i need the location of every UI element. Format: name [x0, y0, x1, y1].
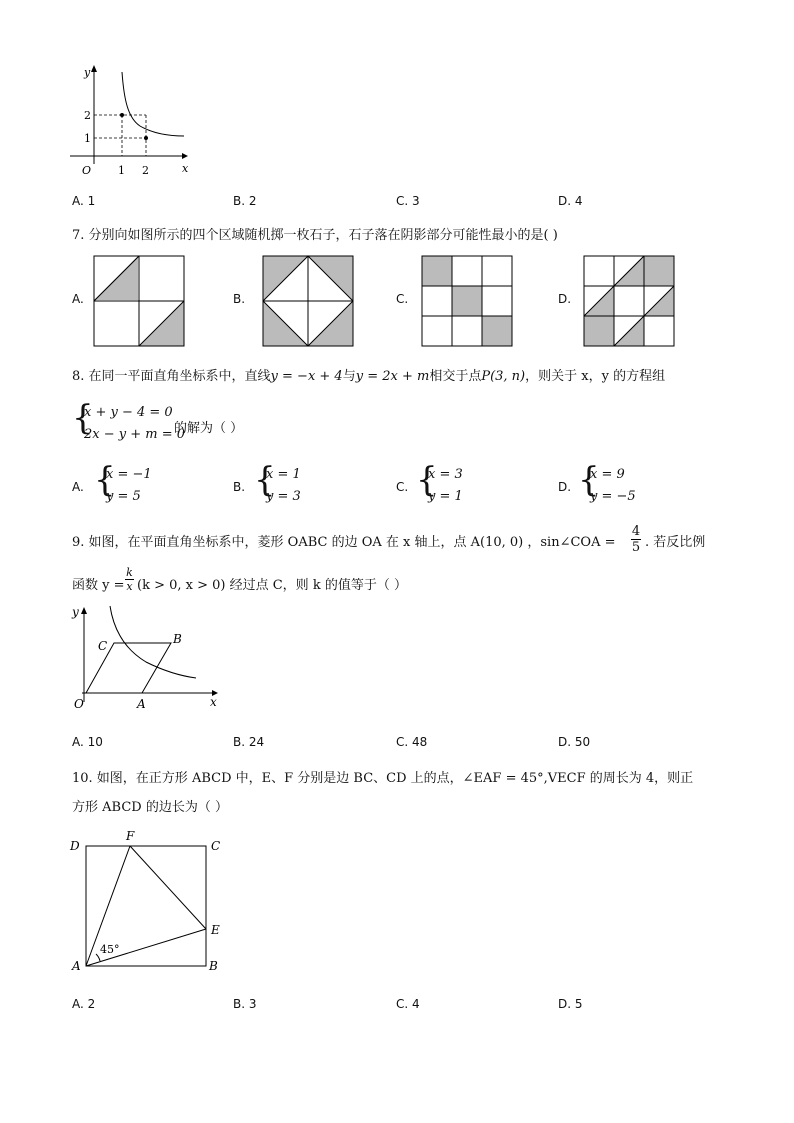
q8-point: P(3, n): [481, 369, 526, 384]
q8-option-c-label[interactable]: C.: [396, 480, 409, 494]
svg-text:O: O: [74, 697, 84, 711]
q10-stem-line1: 10. 如图，在正方形 ABCD 中，E、F 分别是边 BC、CD 上的点，∠EAF = 45°,VECF 的周长为 4，则正: [72, 771, 694, 786]
q6-point-2: [144, 136, 148, 140]
q8-stem-prefix: 8. 在同一平面直角坐标系中，直线: [72, 369, 271, 384]
q9-stem-line2-b: (k > 0, x > 0) 经过点 C，则 k 的值等于（ ）: [137, 578, 407, 593]
q10-option-d[interactable]: D. 5: [558, 997, 583, 1011]
q7-figure-a[interactable]: [93, 255, 185, 347]
q6-x-arrow: [182, 153, 188, 159]
q9-stem-line2-a: 函数 y =: [72, 578, 125, 593]
q7-label-a[interactable]: A.: [72, 292, 84, 306]
q7-label-c[interactable]: C.: [396, 292, 409, 306]
svg-text:A: A: [137, 697, 146, 711]
q6-tick-x2: 2: [142, 164, 149, 177]
q6-point-1: [120, 113, 124, 117]
q6-curve: [122, 72, 184, 136]
q6-option-d[interactable]: D. 4: [558, 194, 583, 208]
q6-option-a[interactable]: A. 1: [72, 194, 96, 208]
q8-brace: {: [72, 398, 94, 438]
q6-x-label: x: [182, 162, 189, 175]
q8-sys-line1: x + y − 4 = 0: [84, 405, 173, 420]
q8-line1: y = −x + 4: [270, 369, 343, 384]
svg-text:B: B: [209, 959, 218, 973]
svg-text:F: F: [126, 829, 135, 843]
q9-curve: [110, 606, 196, 678]
q9-frac-den: 5: [631, 540, 641, 555]
svg-text:y: y: [72, 605, 79, 619]
q6-origin-label: O: [82, 164, 92, 177]
svg-text:x: x: [210, 695, 217, 709]
q6-option-c[interactable]: C. 3: [396, 194, 420, 208]
q7-label-d[interactable]: D.: [558, 292, 572, 306]
q10-figure: [66, 826, 236, 976]
q9-frac-num: 4: [631, 524, 641, 539]
q9-k-den: x: [126, 580, 133, 593]
q10-option-a[interactable]: A. 2: [72, 997, 96, 1011]
q10-stem-line2: 方形 ABCD 的边长为（ ）: [72, 800, 228, 815]
svg-text:A: A: [72, 959, 81, 973]
q7-figure-d[interactable]: [583, 255, 675, 347]
q8-option-b-label[interactable]: B.: [233, 480, 246, 494]
q9-graph: [66, 602, 226, 716]
q9-option-c[interactable]: C. 48: [396, 735, 428, 749]
svg-text:45°: 45°: [100, 943, 120, 956]
q6-graph: [62, 60, 202, 182]
q9-option-a[interactable]: A. 10: [72, 735, 103, 749]
q6-tick-x1: 1: [118, 164, 125, 177]
q9-k-num: k: [126, 566, 133, 579]
q8-stem-end: 的解为（ ）: [174, 421, 244, 436]
q8-line2: y = 2x + m: [355, 369, 430, 384]
q8-stem-line1: [72, 365, 665, 384]
svg-text:D: D: [70, 839, 80, 853]
q10-option-c[interactable]: C. 4: [396, 997, 420, 1011]
q7-stem: 7. 分别向如图所示的四个区域随机掷一枚石子，石子落在阴影部分可能性最小的是( ): [72, 228, 558, 243]
q8-mid2: 相交于点: [429, 369, 482, 384]
q7-label-b[interactable]: B.: [233, 292, 246, 306]
q6-tick-y1: 1: [84, 132, 91, 145]
q10-option-b[interactable]: B. 3: [233, 997, 257, 1011]
q9-k-fraction: [125, 566, 134, 593]
q9-fraction: [631, 524, 641, 555]
q8-option-a-label[interactable]: A.: [72, 480, 84, 494]
svg-text:C: C: [211, 839, 221, 853]
q9-stem-text: 9. 如图，在平面直角坐标系中，菱形 OABC 的边 OA 在 x 轴上，点 A(10, 0) ，sin∠COA =: [72, 535, 616, 550]
svg-text:C: C: [98, 639, 108, 653]
q9-stem-line1-end: . 若反比例: [645, 535, 706, 550]
svg-text:B: B: [173, 632, 182, 646]
q7-figure-b[interactable]: [262, 255, 354, 347]
q8-stem-suffix: ，则关于 x，y 的方程组: [525, 369, 666, 384]
q8-sys-line2: 2x − y + m = 0: [84, 427, 186, 442]
q6-y-label: y: [84, 66, 91, 79]
q6-tick-y2: 2: [84, 109, 91, 122]
q9-option-d[interactable]: D. 50: [558, 735, 591, 749]
q8-mid1: 与: [342, 369, 356, 384]
q9-option-b[interactable]: B. 24: [233, 735, 265, 749]
q6-option-b[interactable]: B. 2: [233, 194, 257, 208]
svg-text:E: E: [211, 923, 220, 937]
q9-stem-line1: [72, 531, 615, 550]
q7-figure-c[interactable]: [421, 255, 513, 347]
q6-y-arrow: [91, 65, 97, 72]
q8-option-d-label[interactable]: D.: [558, 480, 572, 494]
